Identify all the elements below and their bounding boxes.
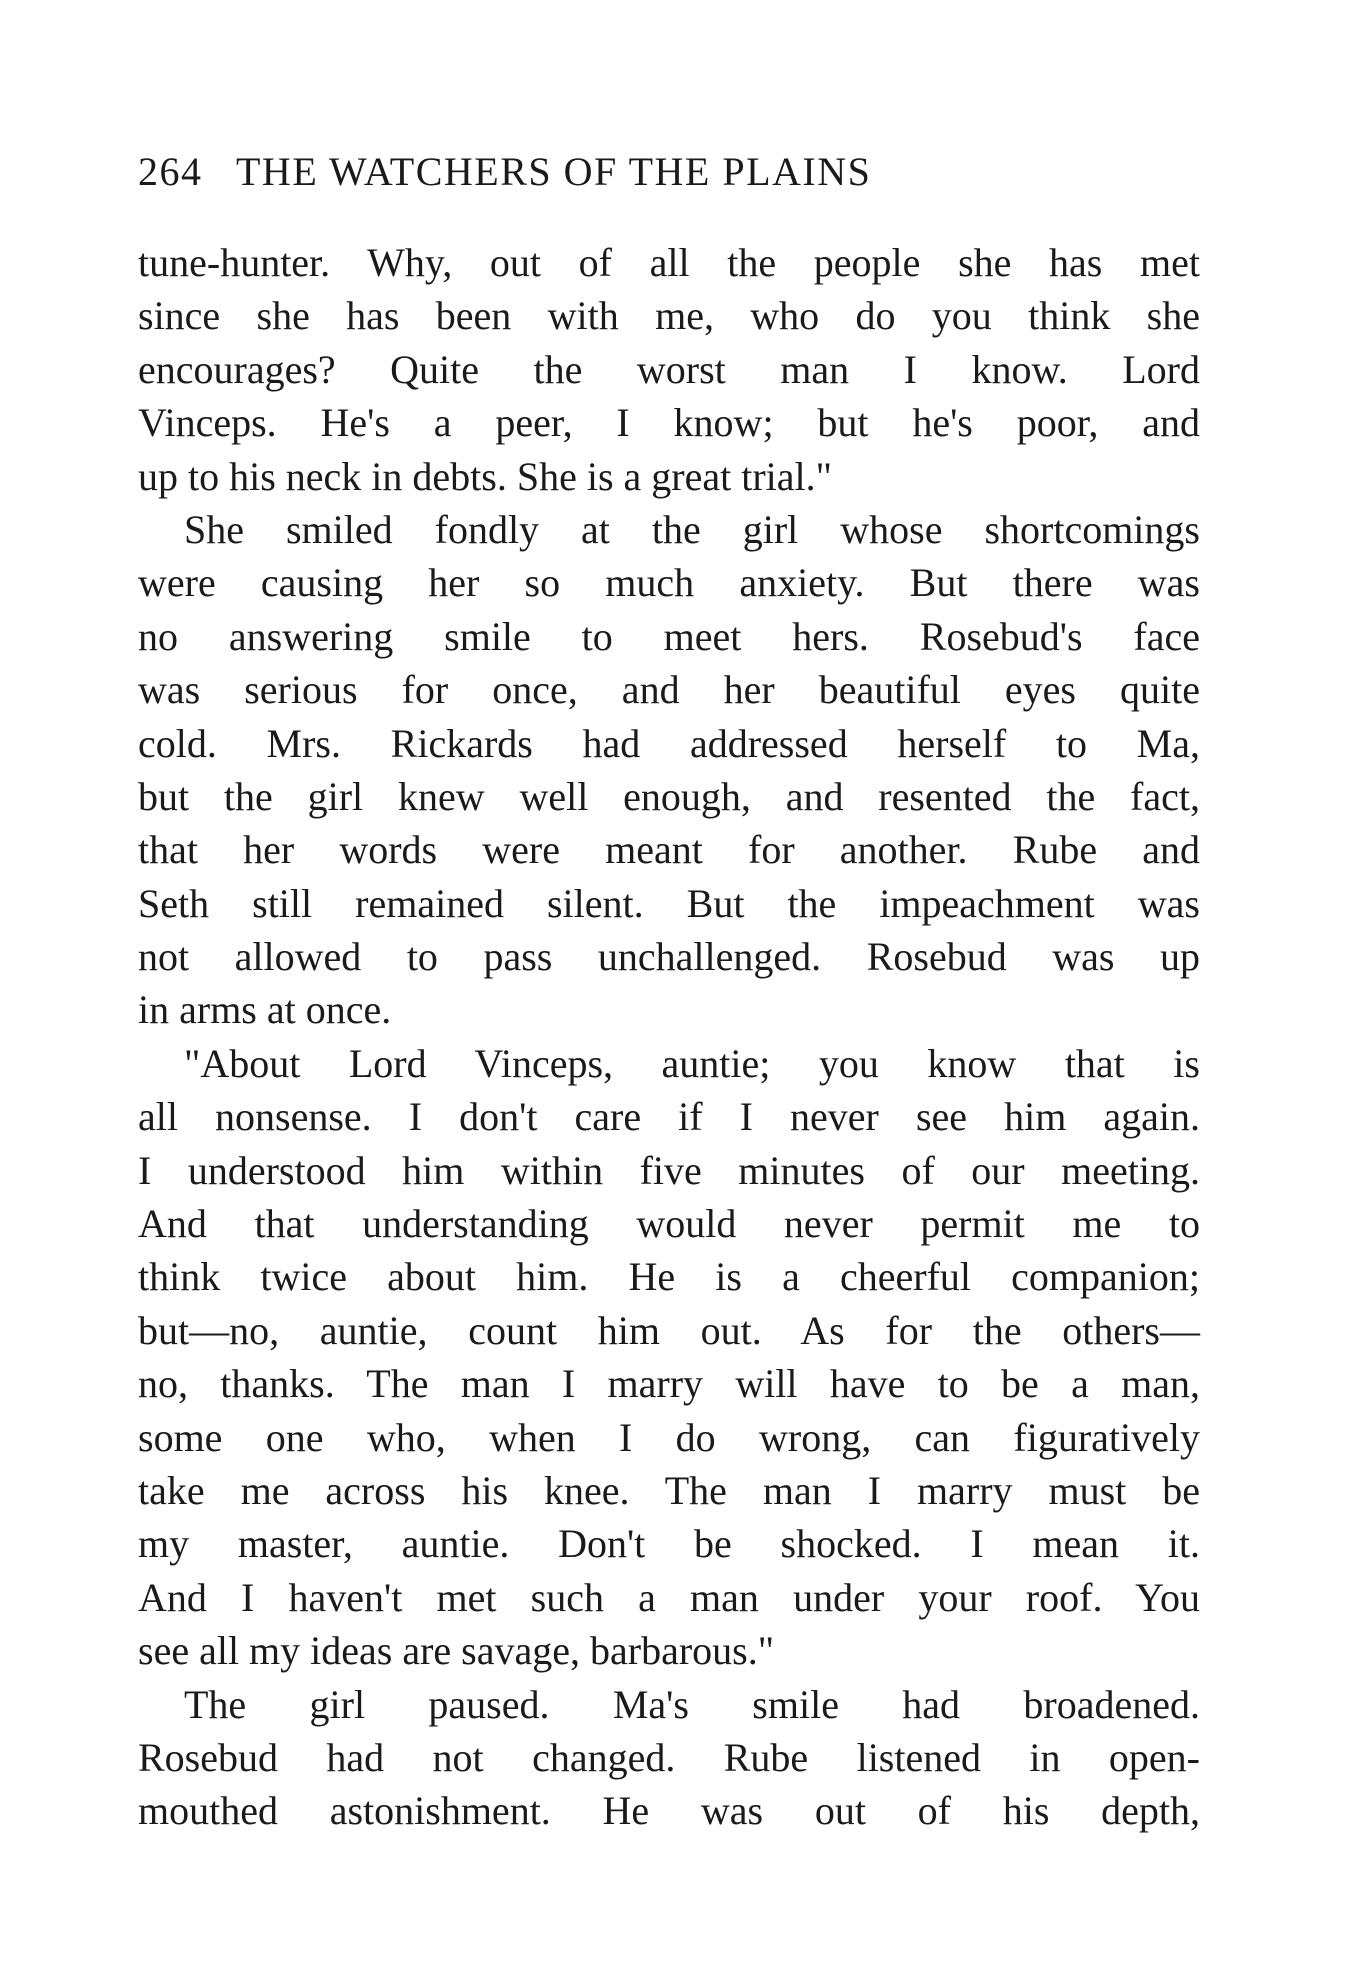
text-line: not allowed to pass unchallenged. Rosebud was up (138, 934, 1200, 980)
text-line: all nonsense. I don't care if I never see him again. (138, 1094, 1200, 1140)
text-line: Seth still remained silent. But the impeachment was (138, 880, 1200, 926)
paragraph (138, 503, 1200, 1037)
text-line: The girl paused. Ma's smile had broadened. (184, 1681, 1200, 1727)
page-number: 264 (138, 149, 203, 194)
body-text (138, 236, 1200, 1838)
text-line: cold. Mrs. Rickards had addressed herself to Ma, (138, 720, 1200, 766)
text-line: tune-hunter. Why, out of all the people she has met (138, 240, 1200, 285)
text-line: "About Lord Vinceps, auntie; you know that is (184, 1040, 1200, 1086)
text-line: since she has been with me, who do you think she (138, 293, 1200, 339)
text-line: but the girl knew well enough, and resented the fact, (138, 773, 1200, 819)
text-line: And that understanding would never permit me to (138, 1201, 1200, 1247)
text-line: no, thanks. The man I marry will have to be a man, (138, 1361, 1200, 1407)
text-line: mouthed astonishment. He was out of his depth, (138, 1788, 1200, 1834)
text-line: were causing her so much anxiety. But there was (138, 560, 1200, 606)
text-line: was serious for once, and her beautiful eyes quite (138, 667, 1200, 713)
text-line: that her words were meant for another. Rube and (138, 827, 1200, 873)
text-line: but—no, auntie, count him out. As for the others— (138, 1307, 1200, 1353)
text-line: see all my ideas are savage, barbarous." (138, 1628, 775, 1674)
running-head: THE WATCHERS OF THE PLAINS (236, 149, 872, 194)
paragraph (138, 236, 1200, 503)
text-line: And I haven't met such a man under your roof. You (138, 1574, 1200, 1620)
text-line: I understood him within five minutes of our meeting. (138, 1147, 1200, 1193)
text-line: no answering smile to meet hers. Rosebud's face (138, 613, 1200, 659)
page-header (138, 148, 1218, 198)
text-line: my master, auntie. Don't be shocked. I mean it. (138, 1521, 1200, 1567)
text-line: Vinceps. He's a peer, I know; but he's poor, and (138, 400, 1200, 446)
paragraph (138, 1037, 1200, 1678)
paragraph (138, 1678, 1200, 1838)
text-line: take me across his knee. The man I marry must be (138, 1467, 1200, 1513)
text-line: up to his neck in debts. She is a great trial." (138, 453, 832, 499)
text-line: She smiled fondly at the girl whose shortcomings (184, 506, 1200, 552)
text-line: in arms at once. (138, 987, 392, 1033)
text-line: think twice about him. He is a cheerful companion; (138, 1254, 1200, 1300)
text-line: some one who, when I do wrong, can figuratively (138, 1414, 1200, 1460)
text-line: Rosebud had not changed. Rube listened in open- (138, 1734, 1200, 1780)
text-line: encourages? Quite the worst man I know. Lord (138, 346, 1200, 392)
